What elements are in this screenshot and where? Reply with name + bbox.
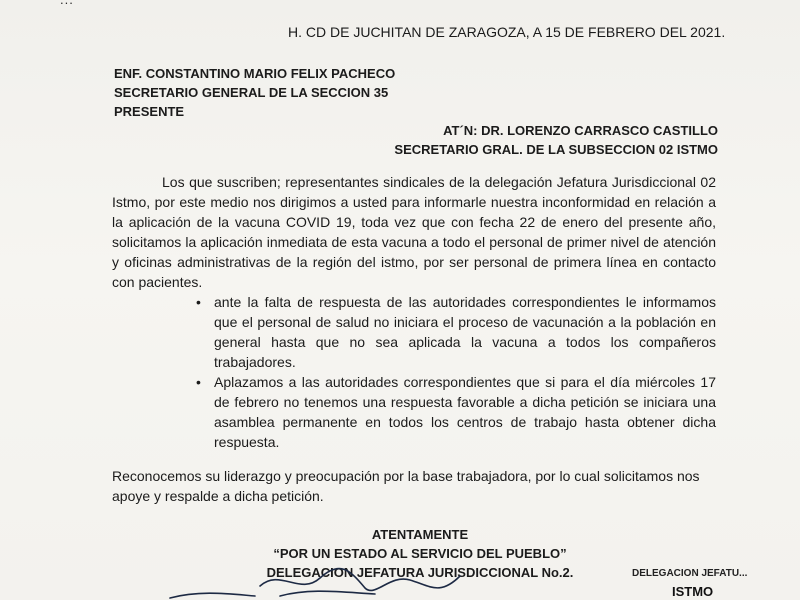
- body-paragraph: Los que suscriben; representantes sindicales de la delegación Jefatura Jurisdiccional 02 Istmo, por este medio nos dirigimos a usted para informarle nuestra inconformidad en relación a la aplicación de la vacuna COVID 19, toda vez que con fecha 22 de enero del presente año, solicitamos la aplicación inmediata de esta vacuna a todo el personal de primer nivel de atención y oficinas administrativas de la región del istmo, por ser personal de primera línea en contacto con pacientes.: [112, 174, 716, 290]
- signature-line-3: DELEGACION JEFATURA JURISDICCIONAL No.2.: [266, 565, 574, 580]
- recipient-block: [114, 64, 395, 121]
- bullet-icon: •: [196, 374, 201, 390]
- bullet-text: Aplazamos a las autoridades correspondientes que si para el día miércoles 17 de febrero no tenemos una respuesta favorable a dicha petición se iniciara una asamblea permanente en todos los centros de trabajo hasta obtener dicha respuesta.: [214, 374, 716, 450]
- stamp-istmo: ISTMO: [672, 584, 714, 599]
- place-date-line: H. CD DE JUCHITAN DE ZARAGOZA, A 15 DE FEBRERO DEL 2021.: [288, 24, 726, 40]
- stamp-text: DELEGACION JEFATU...: [632, 568, 748, 579]
- letter-body: [112, 172, 716, 452]
- attention-line-1: AT´N: DR. LORENZO CARRASCO CASTILLO: [443, 123, 718, 138]
- bullet-icon: •: [196, 294, 201, 310]
- recipient-name: ENF. CONSTANTINO MARIO FELIX PACHECO: [114, 66, 396, 81]
- top-cutoff-text: [60, 0, 170, 6]
- bullet-item: [112, 372, 716, 452]
- attention-block: [394, 121, 718, 159]
- closing-paragraph: Reconocemos su liderazgo y preocupación por la base trabajadora, por lo cual solicitamos nos apoye y respalde a dicha petición.: [112, 468, 700, 504]
- signature-line-1: ATENTAMENTE: [371, 527, 469, 542]
- signature-line-2: “POR UN ESTADO AL SERVICIO DEL PUEBLO”: [273, 546, 567, 561]
- recipient-presente: PRESENTE: [114, 104, 185, 119]
- bullet-list: [112, 292, 716, 452]
- handwritten-signature: [160, 566, 580, 600]
- recipient-role: SECRETARIO GENERAL DE LA SECCION 35: [114, 85, 389, 100]
- bullet-item: [112, 292, 716, 372]
- bullet-text: ante la falta de respuesta de las autoridades correspondientes le informamos que el personal de salud no iniciara el proceso de vacunación a la población en general hasta que no sea aplicada la vacuna a todos los compañeros trabajadores.: [214, 294, 716, 370]
- attention-line-2: SECRETARIO GRAL. DE LA SUBSECCION 02 ISTMO: [394, 142, 718, 157]
